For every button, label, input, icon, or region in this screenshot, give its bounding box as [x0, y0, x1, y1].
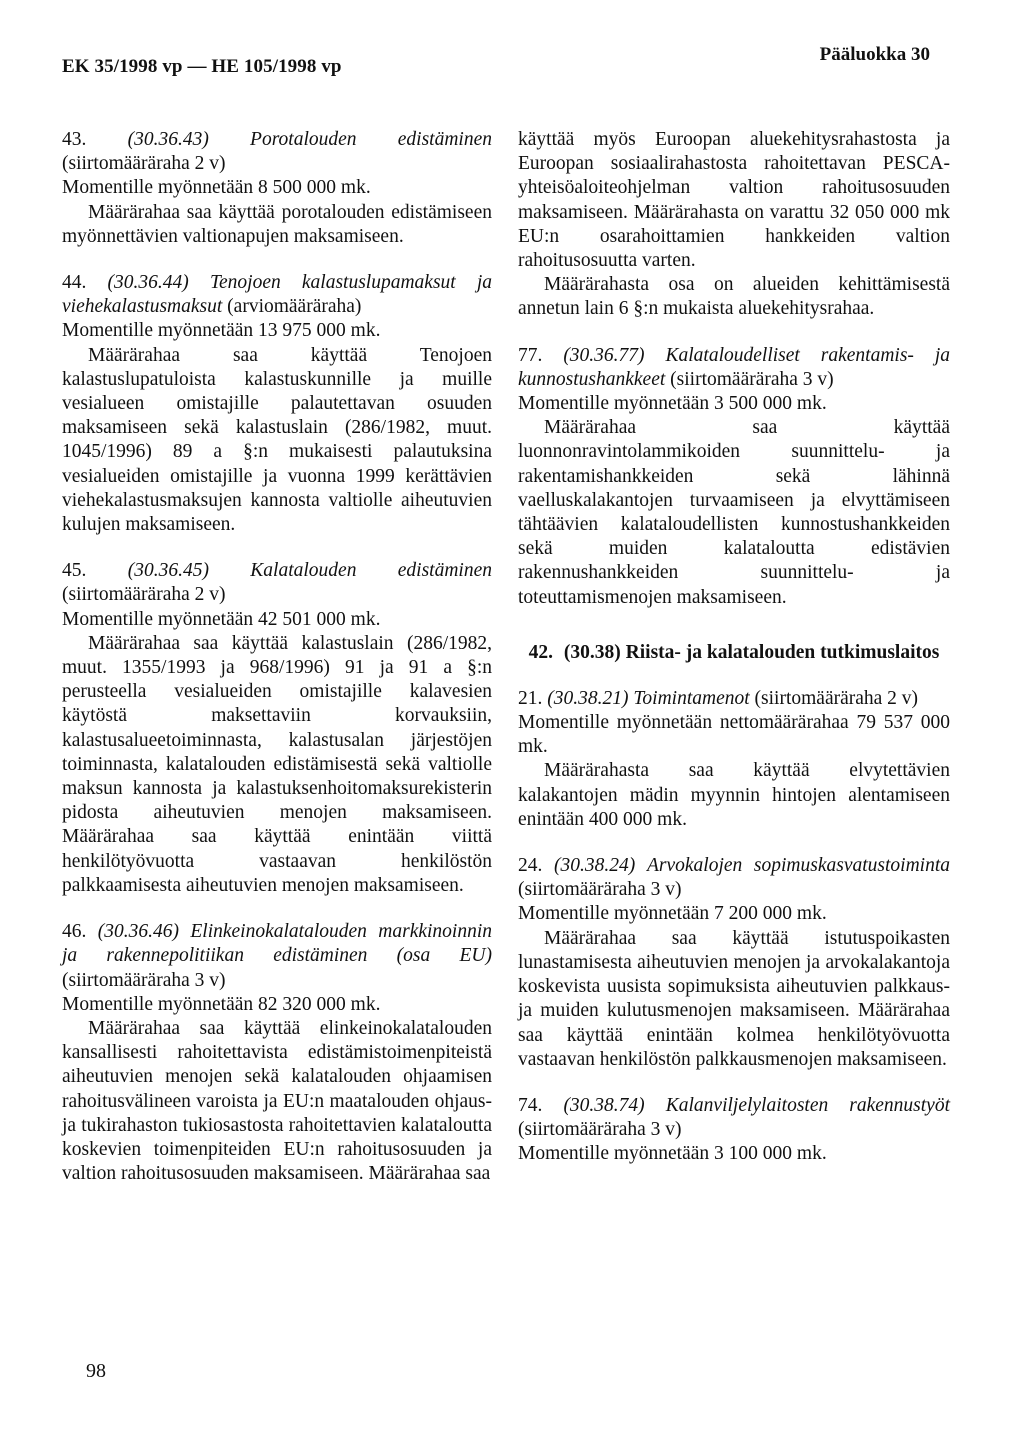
budget-item-21: [518, 687, 950, 832]
item-code: (30.36.77): [563, 344, 645, 366]
page-number: 98: [86, 1360, 106, 1382]
item-amount: Momentille myönnetään 13 975 000 mk.: [62, 320, 381, 342]
item-code: (30.36.46): [97, 921, 179, 943]
item-amount: Momentille myönnetään 82 320 000 mk.: [62, 993, 381, 1015]
item-title: Porotalouden edistäminen: [250, 129, 492, 150]
item-appropriation-type: (siirtomääräraha 3 v): [518, 1119, 682, 1141]
item-appropriation-type: (siirtomääräraha 2 v): [62, 153, 226, 175]
running-header-left: EK 35/1998 vp — HE 105/1998 vp: [62, 56, 342, 77]
item-number: 44.: [62, 272, 87, 294]
item-code: (30.38.24): [554, 855, 636, 877]
item-number: 43.: [62, 129, 87, 150]
item-title: Kalanviljelylaitosten rakennustyöt: [665, 1094, 951, 1116]
running-header-right: Pääluokka 30: [819, 44, 930, 65]
item-text: Määrärahaa saa käyttää kalastuslain (286/1982, muut. 1355/1993 ja 968/1996) 91 ja 91 a §:n perusteella vesialueiden omistajille kalavesien käytöstä maksettaviin korvauksiin, kalastusalueetoiminnasta, kalastusalan järjestöjen toiminnasta, kalatalouden edistämisestä sekä valtiolle maksun kannosta ja kalastuksenhoitomaksurekisterin pidosta aiheutuvien menojen maksamiseen. Määrärahaa saa käyttää enintään viittä henkilötyövuotta vastaavan henkilöstön palkkaamisesta aiheutuvien menojen maksamiseen.: [62, 632, 492, 896]
continuation-text: [518, 128, 950, 322]
item-code: (30.36.43): [127, 129, 209, 150]
item-title: Toimintamenot: [633, 687, 750, 709]
item-appropriation-type: (siirtomääräraha 2 v): [754, 687, 919, 709]
budget-item-45: [62, 559, 492, 898]
budget-item-74: [518, 1094, 950, 1167]
budget-item-44: [62, 271, 492, 537]
item-amount: Momentille myönnetään nettomäärärahaa 79 537 000 mk.: [518, 712, 950, 758]
item-heading: [518, 854, 950, 902]
item-title: Tenojoen kalastuslupamaksut ja viehekalastusmaksut: [62, 272, 493, 318]
item-heading: [518, 687, 950, 711]
chapter-title: (30.38) Riista- ja kalatalouden tutkimuslaitos: [563, 641, 940, 663]
item-code: (30.38.21): [547, 687, 629, 709]
item-code: (30.38.74): [563, 1094, 645, 1116]
item-title: Kalatalouden edistäminen: [250, 560, 493, 582]
item-code: (30.36.44): [107, 272, 189, 294]
item-heading: [62, 920, 492, 993]
item-heading: [62, 128, 492, 176]
right-column: [518, 128, 950, 1167]
item-heading: [62, 271, 492, 319]
paragraph: Määrärahasta osa on alueiden kehittämisestä annetun lain 6 §:n mukaista aluekehitysrahaa.: [518, 274, 950, 320]
item-number: 74.: [518, 1094, 543, 1116]
budget-item-46: [62, 920, 492, 1186]
item-heading: [518, 344, 950, 392]
item-appropriation-type: (siirtomääräraha 2 v): [62, 584, 226, 606]
item-appropriation-type: (arviomääräraha): [227, 296, 362, 318]
item-number: 24.: [518, 855, 543, 877]
item-heading: [518, 1094, 950, 1142]
item-amount: Momentille myönnetään 3 500 000 mk.: [518, 393, 827, 415]
item-number: 46.: [62, 921, 87, 943]
item-text: Määrärahaa saa käyttää istutuspoikasten lunastamisesta aiheutuvien menojen ja arvokalakantoja koskevista uusista sopimuksista aiheutuvien palkkaus- ja muiden kulutusmenojen maksamiseen. Määrärahaa saa käyttää enintään kolmea henkilötyövuotta vastaavan henkilöstön palkkausmenojen maksamiseen.: [518, 927, 950, 1070]
item-number: 45.: [62, 560, 87, 582]
item-amount: Momentille myönnetään 7 200 000 mk.: [518, 903, 827, 925]
item-number: 21.: [518, 687, 543, 709]
item-appropriation-type: (siirtomääräraha 3 v): [670, 368, 834, 390]
item-amount: Momentille myönnetään 3 100 000 mk.: [518, 1143, 827, 1165]
budget-item-43: [62, 128, 492, 249]
item-amount: Momentille myönnetään 8 500 000 mk.: [62, 177, 371, 199]
item-text: Määrärahaa saa käyttää elinkeinokalatalouden kansallisesti rahoitettavista edistämistoimenpiteistä aiheutuvien menojen sekä kalatalouden ohjaamisen rahoitusvälineen varoista ja EU:n maatalouden ohjaus- ja tukirahaston tukiosastosta rahoitettavien kalataloutta koskevien toimenpiteiden EU:n rahoitusosuuden ja valtion rahoitusosuuden maksamiseen. Määrärahaa saa: [62, 1017, 492, 1185]
item-number: 77.: [518, 344, 543, 366]
item-appropriation-type: (siirtomääräraha 3 v): [518, 879, 682, 901]
item-appropriation-type: (siirtomääräraha 3 v): [62, 969, 226, 991]
budget-item-77: [518, 344, 950, 610]
item-text: Määrärahasta saa käyttää elvytettävien kalakantojen mädin myynnin hintojen alentamiseen enintään 400 000 mk.: [518, 760, 950, 830]
chapter-number: 42.: [528, 641, 554, 663]
item-text: Määrärahaa saa käyttää luonnonravintolammikoiden suunnittelu- ja rakentamishankkeiden sekä lähinnä vaelluskalakantojen turvaamiseen ja elvyttämiseen tähtäävien kalataloudellisten kunnostushankkeiden sekä muiden kalataloutta edistävien rakennushankkeiden suunnittelu- ja toteuttamismenojen maksamiseen.: [518, 417, 950, 608]
item-text: Määrärahaa saa käyttää porotalouden edistämiseen myönnettävien valtionapujen maksamiseen.: [62, 201, 492, 247]
item-text: Määrärahaa saa käyttää Tenojoen kalastuslupatuloista kalastuskunnille ja muille vesialueen omistajille palautettavan osuuden maksamiseen sekä kalastuslain (286/1982, muut. 1045/1996) 89 a §:n mukaisesti palautuksina vesialueiden omistajille ja vuonna 1999 kerättävien viehekalastusmaksujen kannosta valtiolle aiheutuvien kulujen maksamiseen.: [62, 344, 492, 536]
item-title: Kalataloudelliset rakentamis- ja kunnostushankkeet: [518, 344, 951, 390]
continued-paragraph: käyttää myös Euroopan aluekehitysrahastosta ja Euroopan sosiaalirahastosta rahoitettavan PESCA-yhteisöaloiteohjelman valtion rahoitusosuuden maksamiseen. Määrärahasta on varattu 32 050 000 mk EU:n osarahoittamien hankkeiden valtion rahoitusosuutta varten.: [518, 129, 950, 272]
item-code: (30.36.45): [127, 560, 209, 582]
item-heading: [62, 559, 492, 607]
chapter-heading-42: [518, 640, 950, 665]
left-column: [62, 128, 492, 1186]
item-amount: Momentille myönnetään 42 501 000 mk.: [62, 608, 381, 630]
budget-item-24: [518, 854, 950, 1072]
item-title: Elinkeinokalatalouden markkinoinnin ja rakennepolitiikan edistäminen (osa EU): [62, 921, 493, 967]
item-title: Arvokalojen sopimuskasvatustoiminta: [646, 855, 951, 877]
